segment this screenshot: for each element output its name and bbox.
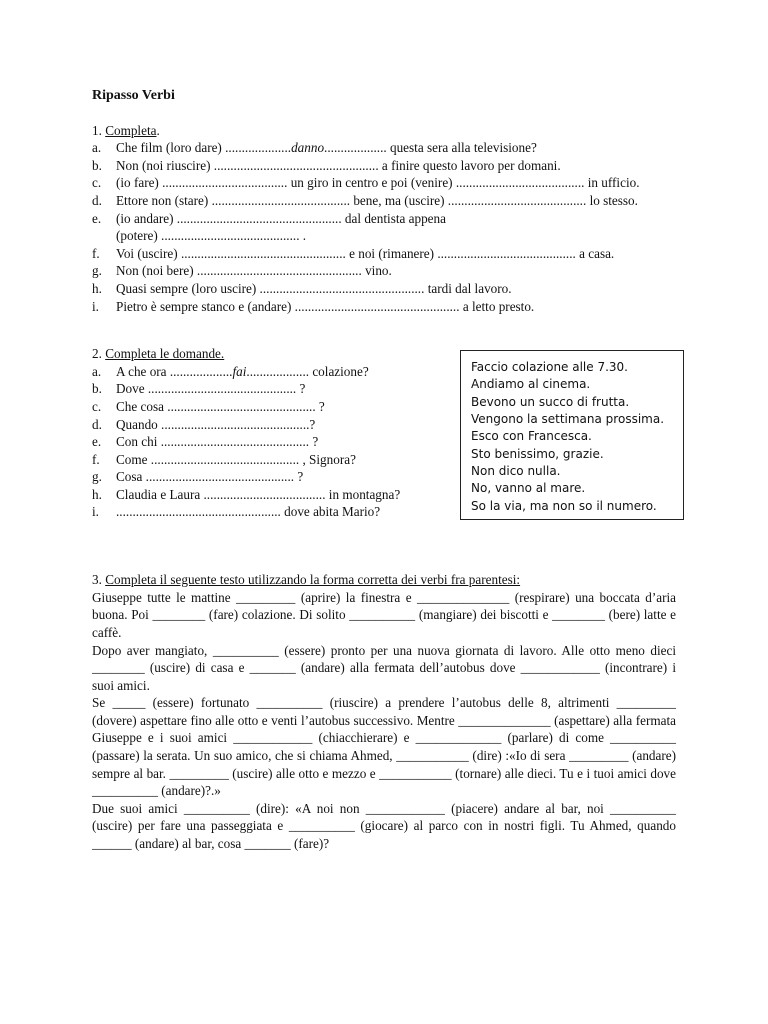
item-text: Dove ............................................. ? (116, 381, 306, 397)
item-letter: g. (92, 469, 102, 485)
item-letter: e. (92, 210, 102, 226)
item-text: (io andare) .................................................. dal dentista appena (116, 210, 446, 226)
list-item (92, 486, 442, 504)
list-item (92, 451, 442, 469)
text-paragraph: Dopo aver mangiato, __________ (essere) pronto per una nuova giornata di lavoro. Alle otto meno dieci ________ (uscire) di casa e _______ (andare) alla fermata dell’autobus dove ____________ (incontrare) i suoi amici. (92, 642, 676, 693)
item-text: Claudia e Laura ..................................... in montagna? (116, 486, 401, 502)
list-item (92, 468, 442, 486)
item-letter: f. (92, 245, 100, 261)
worksheet (92, 87, 676, 853)
item-letter: d. (92, 416, 102, 432)
answer-line: Esco con Francesca. (471, 429, 592, 444)
list-item (92, 298, 676, 316)
list-item (92, 245, 676, 263)
item-text: Quando .............................................? (116, 416, 316, 432)
section-2 (92, 345, 676, 557)
list-item (92, 503, 442, 521)
list-item (92, 363, 442, 381)
item-text: Non (noi bere) .................................................. vino. (116, 263, 392, 279)
answer-line: Bevono un succo di frutta. (471, 394, 630, 409)
item-letter: b. (92, 157, 102, 173)
list-item (92, 262, 676, 280)
answer-line: So la via, ma non so il numero. (471, 498, 657, 513)
item-text: Voi (uscire) .................................................. e noi (rimanere) .......................................... a casa. (116, 245, 615, 261)
text-paragraph: Se _____ (essere) fortunato __________ (riuscire) a prendere l’autobus delle 8, altrimenti _________ (dovere) aspettare fino alle otto e venti l’autobus successivo. Mentre ______________ (aspettare) alla fermata Giuseppe e i suoi amici ____________ (chiacchierare) e _____________ (parlare) di come __________ (passare) la serata. Un suo amico, che si chiama Ahmed, ___________ (dire) :«Io di sera _________ (andare) sempre al bar. _________ (uscire) alle otto e mezzo e ___________ (tornare) alle dieci. Tu e i tuoi amici dove __________ (andare)?.» (92, 695, 676, 799)
item-letter: c. (92, 175, 102, 191)
list-item (92, 174, 676, 192)
section-2-list (92, 363, 442, 521)
list-item (92, 416, 442, 434)
section-1-number: 1. (92, 122, 102, 138)
item-letter: a. (92, 140, 102, 156)
item-text: (potere) .......................................... . (116, 228, 307, 244)
section-1-title: Completa (105, 122, 157, 138)
item-letter: i. (92, 504, 99, 520)
item-letter: a. (92, 363, 102, 379)
section-3-heading (92, 571, 676, 589)
example-answer: danno (291, 140, 325, 156)
item-letter: f. (92, 451, 100, 467)
item-text: Ettore non (stare) .......................................... bene, ma (uscire) .......................................... lo stesso. (116, 192, 638, 208)
answer-line: No, vanno al mare. (471, 481, 586, 496)
item-text: .................................................. dove abita Mario? (116, 504, 381, 520)
list-item (92, 210, 676, 245)
answer-line: Andiamo al cinema. (471, 377, 591, 392)
item-letter: b. (92, 381, 102, 397)
item-text: Non (noi riuscire) .................................................. a finire questo lavoro per domani. (116, 157, 561, 173)
list-item (92, 398, 442, 416)
item-text: ................... colazione? (246, 363, 369, 379)
item-text: Cosa ............................................. ? (116, 469, 304, 485)
section-3-number: 3. (92, 572, 102, 588)
list-item (92, 433, 442, 451)
section-1-heading (92, 122, 676, 140)
item-text: Che cosa ............................................. ? (116, 398, 325, 414)
item-text: (io fare) ...................................... un giro in centro e poi (venire) ....................................... in ufficio. (116, 175, 640, 191)
section-2-number: 2. (92, 346, 102, 362)
item-text: Come ............................................. , Signora? (116, 451, 356, 467)
item-text: Con chi ............................................. ? (116, 434, 319, 450)
item-letter: g. (92, 263, 102, 279)
answer-line: Non dico nulla. (471, 463, 561, 478)
item-letter: i. (92, 298, 99, 314)
item-letter: h. (92, 486, 102, 502)
list-item (92, 280, 676, 298)
section-2-title: Completa le domande. (105, 346, 225, 362)
section-3-title: Completa il seguente testo utilizzando la forma corretta dei verbi fra parentesi: (105, 572, 521, 588)
answer-line: Sto benissimo, grazie. (471, 446, 604, 461)
item-letter: d. (92, 192, 102, 208)
text-paragraph: Giuseppe tutte le mattine _________ (aprire) la finestra e ______________ (respirare) una boccata d’aria buona. Poi ________ (fare) colazione. Di solito __________ (mangiare) dei biscotti e ________ (bere) latte e caffè. (92, 589, 676, 640)
item-letter: h. (92, 280, 102, 296)
list-item (92, 139, 676, 157)
worksheet-title: Ripasso Verbi (92, 88, 175, 103)
item-text: Pietro è sempre stanco e (andare) .................................................. a letto presto. (116, 298, 535, 314)
list-item (92, 380, 442, 398)
item-letter: e. (92, 434, 102, 450)
list-item (92, 192, 676, 210)
item-text: ................... questa sera alla televisione? (324, 140, 537, 156)
answer-line: Faccio colazione alle 7.30. (471, 360, 628, 375)
item-text: Quasi sempre (loro uscire) .................................................. tardi dal lavoro. (116, 280, 512, 296)
list-item (92, 157, 676, 175)
answer-line: Vengono la settimana prossima. (471, 412, 665, 427)
item-text: Che film (loro dare) .................... (116, 140, 292, 156)
example-answer: fai (232, 363, 247, 379)
item-text: A che ora ................... (116, 363, 233, 379)
section-1-title-suffix: . (156, 122, 160, 138)
text-paragraph: Due suoi amici __________ (dire): «A noi non ____________ (piacere) andare al bar, noi __________ (uscire) per fare una passeggiata e __________ (giocare) al parco con in nostri figli. Tu Ahmed, quando ______ (andare) al bar, cosa _______ (fare)? (92, 800, 676, 852)
section-1 (92, 122, 676, 316)
section-1-list (92, 139, 676, 315)
section-3 (92, 571, 676, 853)
answers-box (460, 350, 684, 520)
item-letter: c. (92, 398, 102, 414)
